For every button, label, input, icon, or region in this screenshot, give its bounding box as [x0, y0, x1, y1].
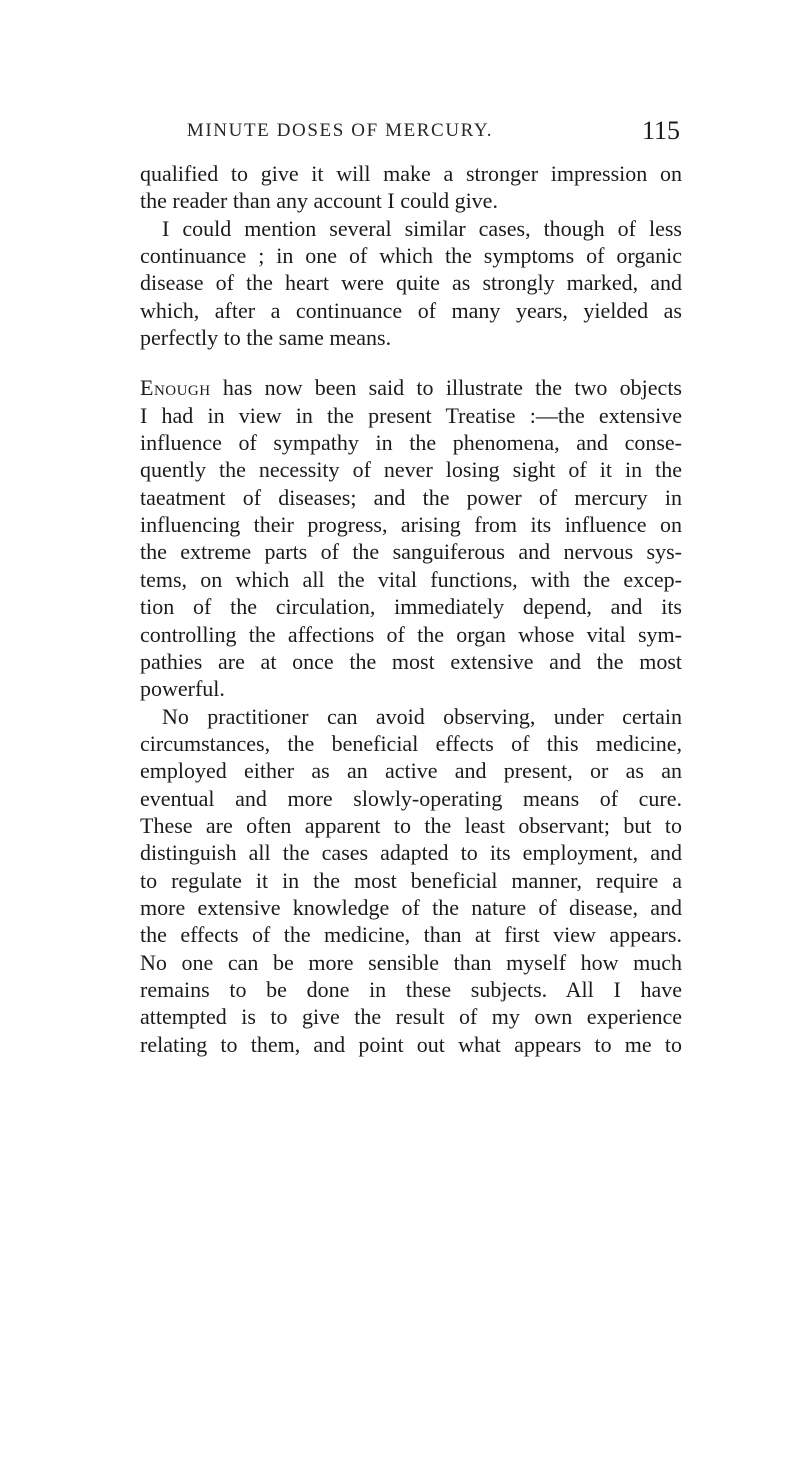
- text-line: the reader than any account I could give.: [140, 188, 498, 214]
- running-head: [140, 116, 680, 148]
- text-line: perfectly to the same means.: [140, 325, 392, 351]
- text-line: which, after a continuance of many years, yielded as: [140, 297, 682, 323]
- text-line: attempted is to give the result of my own experience: [140, 1004, 682, 1030]
- text-line: relating to them, and point out what appears to me to: [140, 1031, 682, 1057]
- paragraph: [140, 374, 682, 702]
- text-line: more extensive knowledge of the nature of disease, and: [140, 894, 682, 920]
- page-number: 115: [641, 116, 680, 145]
- text-line: No practitioner can avoid observing, under certain: [162, 703, 682, 729]
- text-line: the effects of the medicine, than at first view appears.: [140, 922, 682, 948]
- paragraph: [140, 215, 682, 352]
- text-line: circumstances, the beneficial effects of this medicine,: [140, 730, 682, 756]
- text-line: tion of the circulation, immediately depend, and its: [140, 594, 682, 620]
- text-line: remains to be done in these subjects. All I have: [140, 976, 682, 1002]
- text-line: powerful.: [140, 676, 225, 702]
- running-title: MINUTE DOSES OF MERCURY.: [186, 120, 494, 141]
- text-line: controlling the affections of the organ whose vital sym-: [140, 621, 682, 647]
- lead-word: Enough: [140, 375, 211, 401]
- text-line: [140, 374, 682, 401]
- section-break: [140, 351, 682, 374]
- text-line: the extreme parts of the sanguiferous and nervous sys-: [140, 539, 682, 565]
- text-line: quently the necessity of never losing sight of it in the: [140, 457, 682, 483]
- text-line: No one can be more sensible than myself how much: [140, 949, 682, 975]
- text-line: tems, on which all the vital functions, with the excep-: [140, 566, 682, 592]
- text-line: I could mention several similar cases, though of less: [162, 215, 682, 241]
- text-line: taeatment of diseases; and the power of mercury in: [140, 484, 682, 510]
- text-line: distinguish all the cases adapted to its employment, and: [140, 840, 682, 866]
- text-line: disease of the heart were quite as strongly marked, and: [140, 270, 682, 296]
- paragraph: [140, 703, 682, 1058]
- text-line: eventual and more slowly-operating means of cure.: [140, 785, 682, 811]
- text-line: to regulate it in the most beneficial manner, require a: [140, 867, 682, 893]
- text-line: employed either as an active and present, or as an: [140, 758, 682, 784]
- paragraph-continuation: [140, 160, 682, 215]
- text-line: pathies are at once the most extensive and the most: [140, 648, 682, 674]
- text-line: continuance ; in one of which the symptoms of organic: [140, 243, 682, 269]
- text-line: influence of sympathy in the phenomena, and conse-: [140, 430, 682, 456]
- text-line: These are often apparent to the least observant; but to: [140, 812, 682, 838]
- body-text: [140, 160, 682, 1058]
- text-line-rest: has now been said to illustrate the two objects: [210, 375, 682, 401]
- text-line: influencing their progress, arising from its influence on: [140, 512, 682, 538]
- text-line: qualified to give it will make a stronger impression on: [140, 161, 682, 186]
- text-line: I had in view in the present Treatise :—the extensive: [140, 402, 682, 428]
